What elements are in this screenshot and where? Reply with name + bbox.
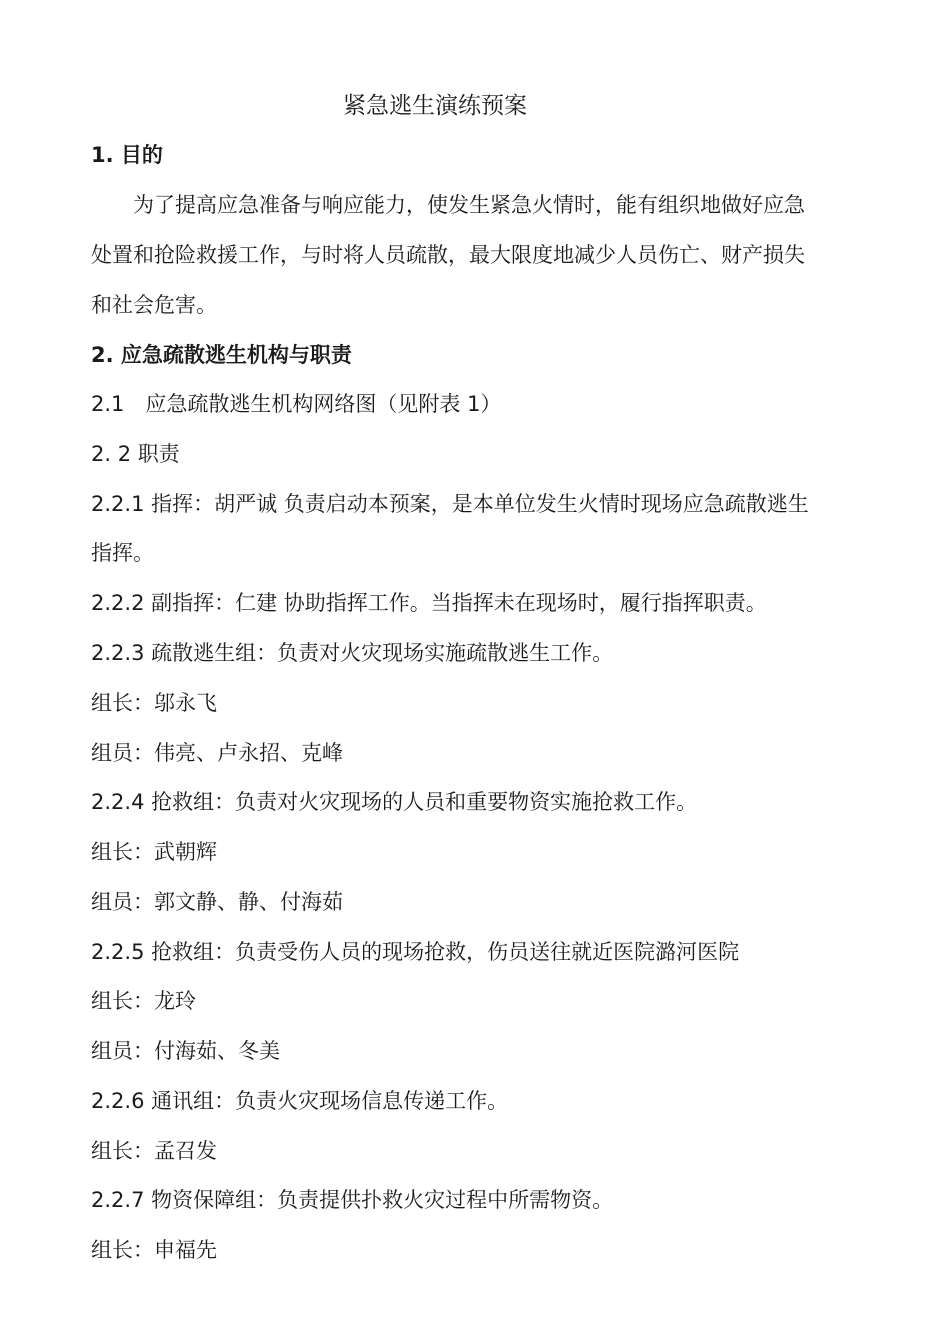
item-2-2-5-members: 组员：付海茹、冬美 [91,1039,280,1063]
item-2-2-6-leader: 组长：孟召发 [91,1139,217,1163]
purpose-paragraph-line-1: 为了提高应急准备与响应能力，使发生紧急火情时，能有组织地做好应急 [133,193,805,217]
item-2-1: 2.1 应急疏散逃生机构网络图（见附表 1） [91,392,502,416]
item-2-2-1-line-2: 指挥。 [91,541,154,565]
item-2-2-1-line-1: 2.2.1 指挥：胡严诚 负责启动本预案，是本单位发生火情时现场应急疏散逃生 [91,492,809,516]
item-2-2-4-leader: 组长：武朝辉 [91,840,217,864]
section-heading-organization: 2. 应急疏散逃生机构与职责 [91,343,352,367]
item-2-2-3-leader: 组长：邬永飞 [91,691,217,715]
item-2-2-5: 2.2.5 抢救组：负责受伤人员的现场抢救，伤员送往就近医院潞河医院 [91,940,740,964]
item-2-2-7-leader: 组长：申福先 [91,1238,217,1262]
item-2-2: 2. 2 职责 [91,442,180,466]
purpose-paragraph-line-2: 处置和抢险救援工作，与时将人员疏散，最大限度地减少人员伤亡、财产损失 [91,243,805,267]
item-2-2-4: 2.2.4 抢救组：负责对火灾现场的人员和重要物资实施抢救工作。 [91,790,698,814]
item-2-2-5-leader: 组长：龙玲 [91,989,196,1013]
document-title: 紧急逃生演练预案 [343,93,527,119]
item-2-2-2: 2.2.2 副指挥：仁建 协助指挥工作。当指挥未在现场时，履行指挥职责。 [91,591,767,615]
item-2-2-7: 2.2.7 物资保障组：负责提供扑救火灾过程中所需物资。 [91,1188,614,1212]
purpose-paragraph-line-3: 和社会危害。 [91,293,217,317]
item-2-2-3-members: 组员：伟亮、卢永招、克峰 [91,741,343,765]
item-2-2-6: 2.2.6 通讯组：负责火灾现场信息传递工作。 [91,1089,509,1113]
section-heading-purpose: 1. 目的 [91,143,163,167]
item-2-2-3: 2.2.3 疏散逃生组：负责对火灾现场实施疏散逃生工作。 [91,641,614,665]
item-2-2-4-members: 组员：郭文静、静、付海茹 [91,890,343,914]
